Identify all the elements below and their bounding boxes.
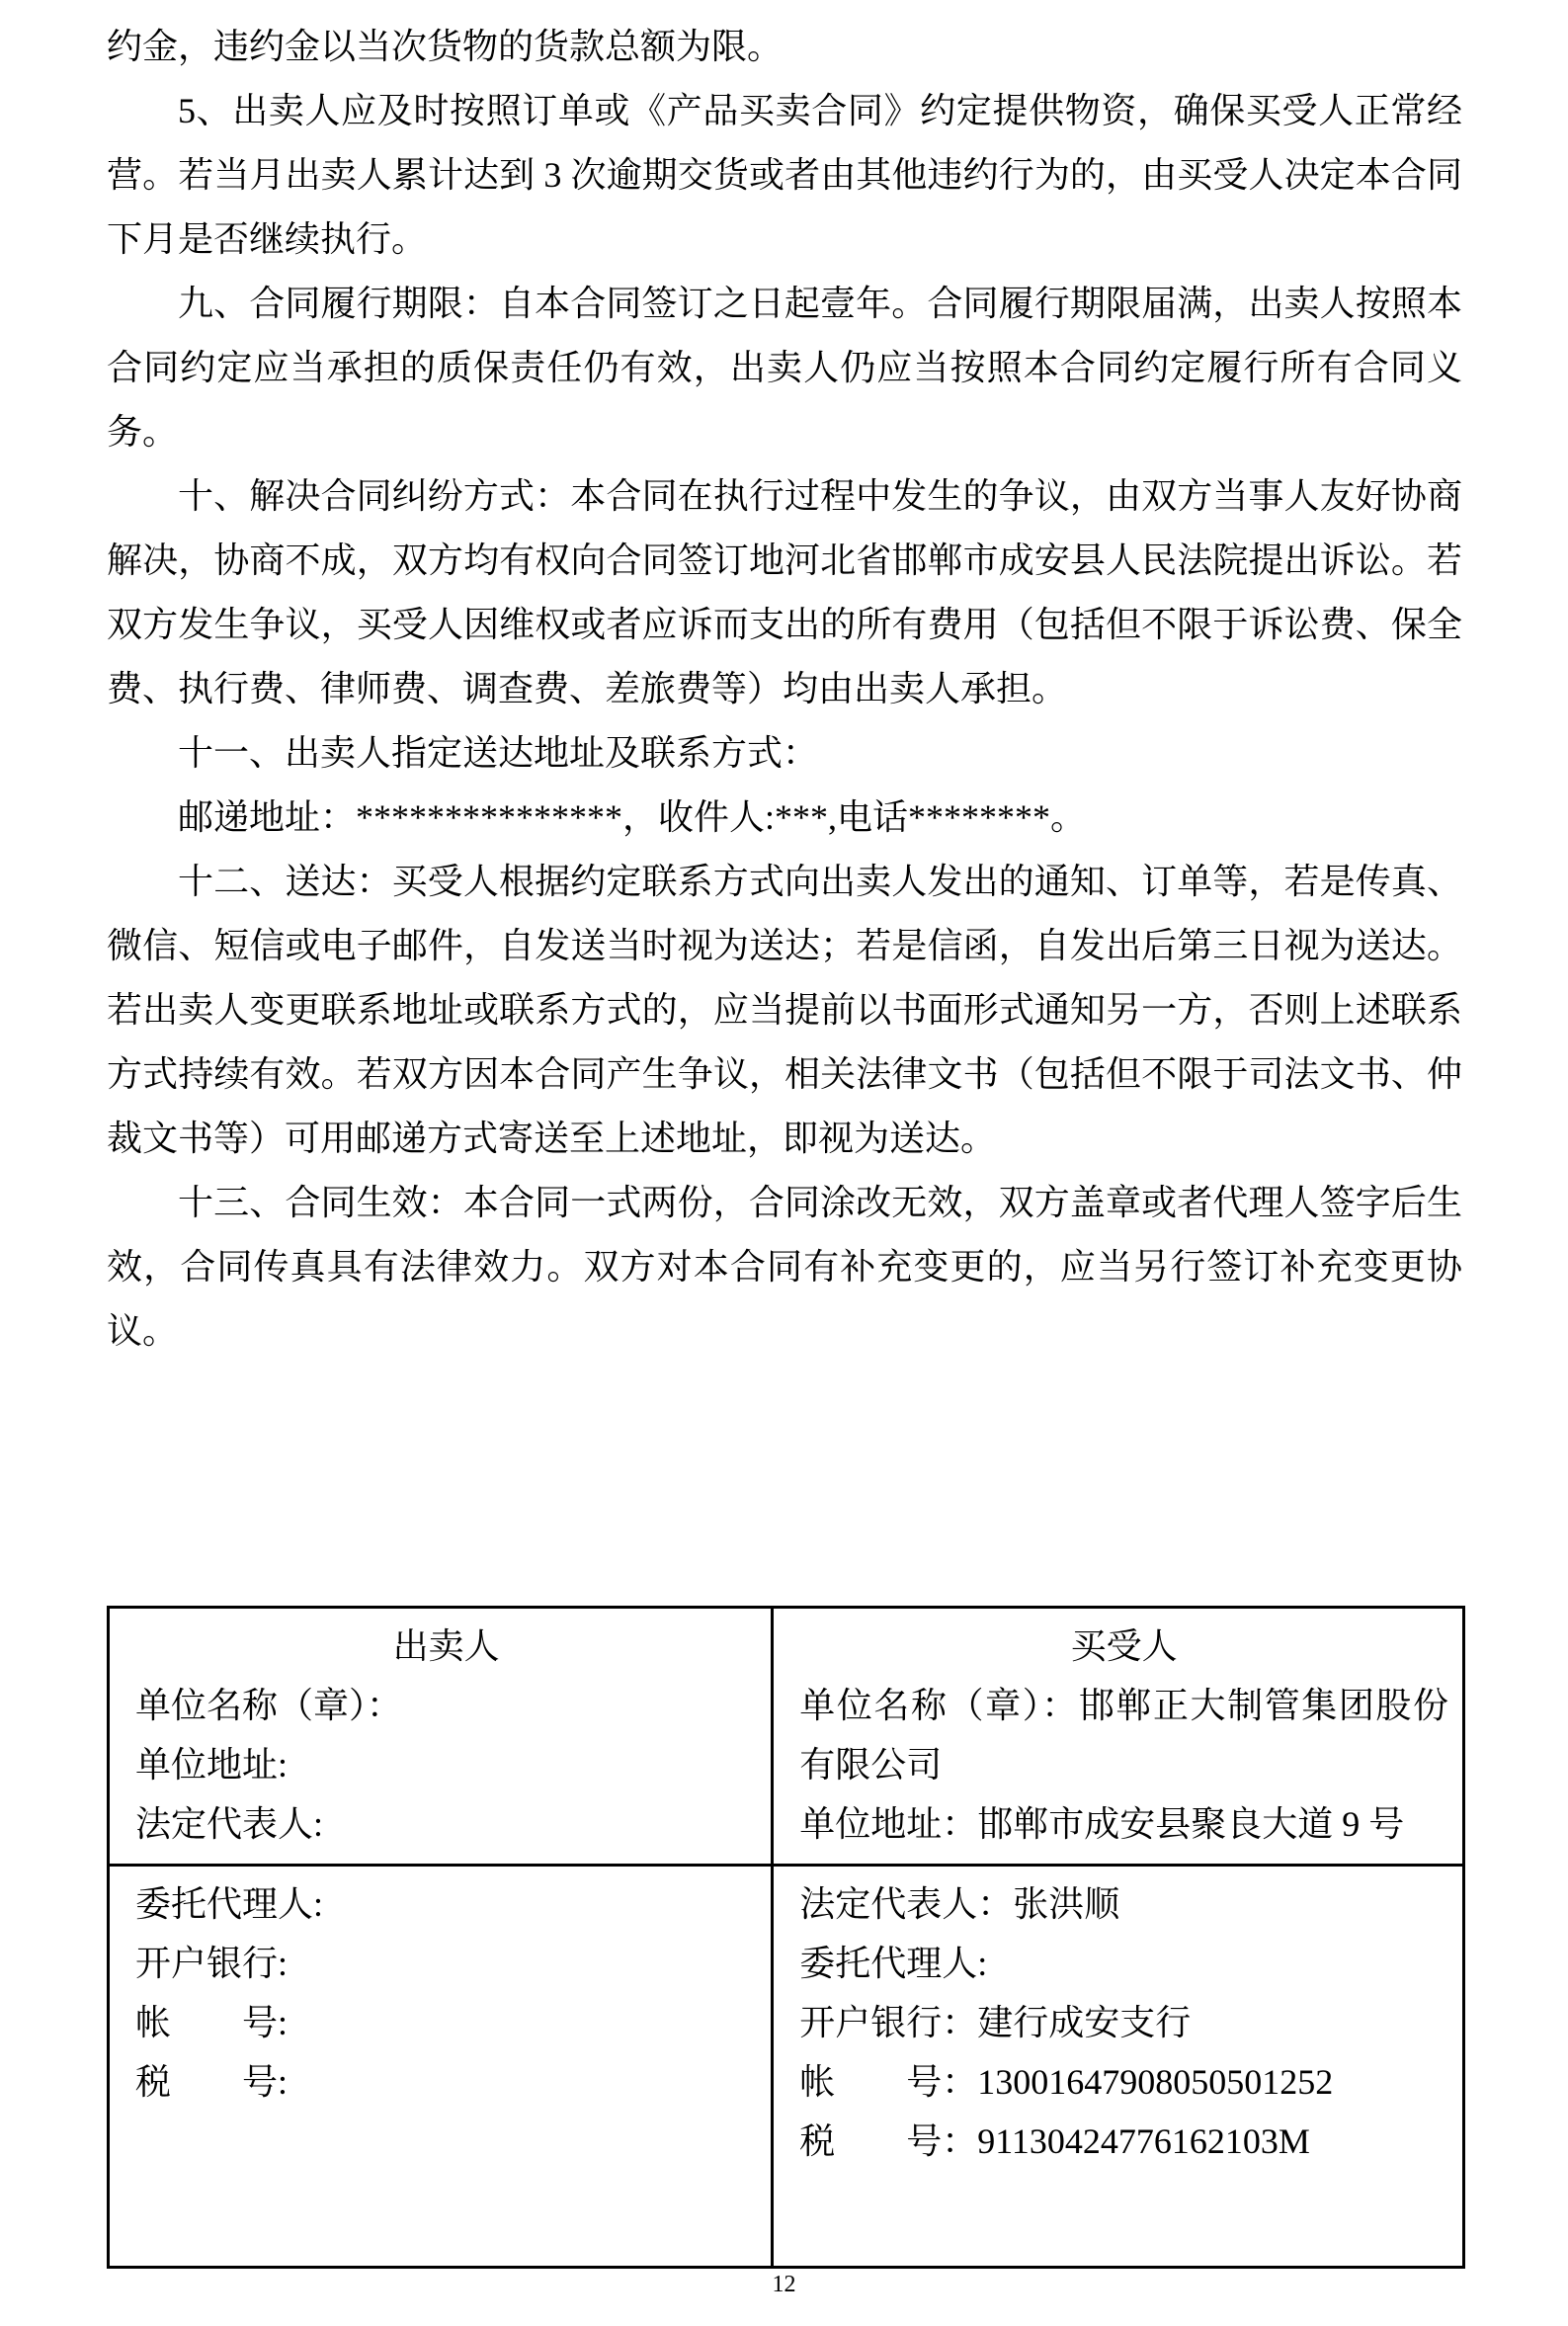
seller-info-cell [109, 1608, 773, 1866]
seller-agent-label: 委托代理人: [135, 1884, 324, 1924]
buyer-header: 买受人 [1070, 1626, 1178, 1666]
paragraph-clause-10: 十、解决合同纠纷方式：本合同在执行过程中发生的争议，由双方当事人友好协商解决，协商不成，双方均有权向合同签订地河北省邯郸市成安县人民法院提出诉讼。若双方发生争议，买受人因维权或者应诉而支出的所有费用（包括但不限于诉讼费、保全费、执行费、律师费、调查费、差旅费等）均由出卖人承担。 [107, 476, 1462, 708]
buyer-unit-name: 单位名称（章）：邯郸正大制管集团股份有限公司 [799, 1686, 1448, 1785]
paragraph-clause-11: 十一、出卖人指定送达地址及联系方式： [178, 733, 819, 773]
paragraph-clause-13: 十三、合同生效：本合同一式两份，合同涂改无效，双方盖章或者代理人签字后生效，合同传真具有法律效力。双方对本合同有补充变更的，应当另行签订补充变更协议。 [107, 1183, 1462, 1351]
buyer-agent-label: 委托代理人: [799, 1944, 988, 1983]
seller-bank-label: 开户银行: [135, 1944, 289, 1983]
seller-account-label: 帐 号: [135, 2003, 289, 2042]
seller-bank-cell [109, 1866, 773, 2268]
buyer-unit-address: 单位地址：邯郸市成安县聚良大道 9 号 [799, 1804, 1405, 1844]
seller-unit-name-label: 单位名称（章）： [135, 1686, 403, 1725]
seller-header: 出卖人 [392, 1626, 500, 1666]
seller-unit-address-label: 单位地址: [135, 1745, 289, 1785]
buyer-bank-cell [773, 1866, 1464, 2268]
table-row-top [109, 1608, 1464, 1866]
signature-table [107, 1606, 1465, 2269]
seller-legal-rep-label: 法定代表人: [135, 1804, 324, 1844]
contract-body [107, 15, 1462, 1364]
buyer-legal-rep: 法定代表人：张洪顺 [799, 1884, 1120, 1924]
paragraph-penalty-cap: 约金，违约金以当次货物的货款总额为限。 [107, 27, 784, 66]
buyer-account-number: 帐 号：13001647908050501252 [799, 2062, 1334, 2102]
buyer-bank: 开户银行：建行成安支行 [799, 2003, 1192, 2042]
paragraph-clause-9: 九、合同履行期限：自本合同签订之日起壹年。合同履行期限届满，出卖人按照本合同约定应当承担的质保责任仍有效，出卖人仍应当按照本合同约定履行所有合同义务。 [107, 284, 1462, 452]
paragraph-clause-12: 十二、送达：买受人根据约定联系方式向出卖人发出的通知、订单等，若是传真、微信、短信或电子邮件，自发送当时视为送达；若是信函，自发出后第三日视为送达。若出卖人变更联系地址或联系方式的，应当提前以书面形式通知另一方，否则上述联系方式持续有效。若双方因本合同产生争议，相关法律文书（包括但不限于司法文书、仲裁文书等）可用邮递方式寄送至上述地址，即视为送达。 [107, 862, 1462, 1158]
paragraph-clause-5: 5、出卖人应及时按照订单或《产品买卖合同》约定提供物资，确保买受人正常经营。若当月出卖人累计达到 3 次逾期交货或者由其他违约行为的，由买受人决定本合同下月是否继续执行。 [107, 91, 1462, 259]
paragraph-mailing-address: 邮递地址：***************，收件人:***,电话********。 [178, 797, 1087, 837]
page-number: 12 [772, 2272, 796, 2297]
seller-tax-label: 税 号: [135, 2062, 289, 2102]
table-row-bottom [109, 1866, 1464, 2268]
buyer-tax-number: 税 号：91130424776162103M [799, 2121, 1310, 2161]
buyer-info-cell [773, 1608, 1464, 1866]
